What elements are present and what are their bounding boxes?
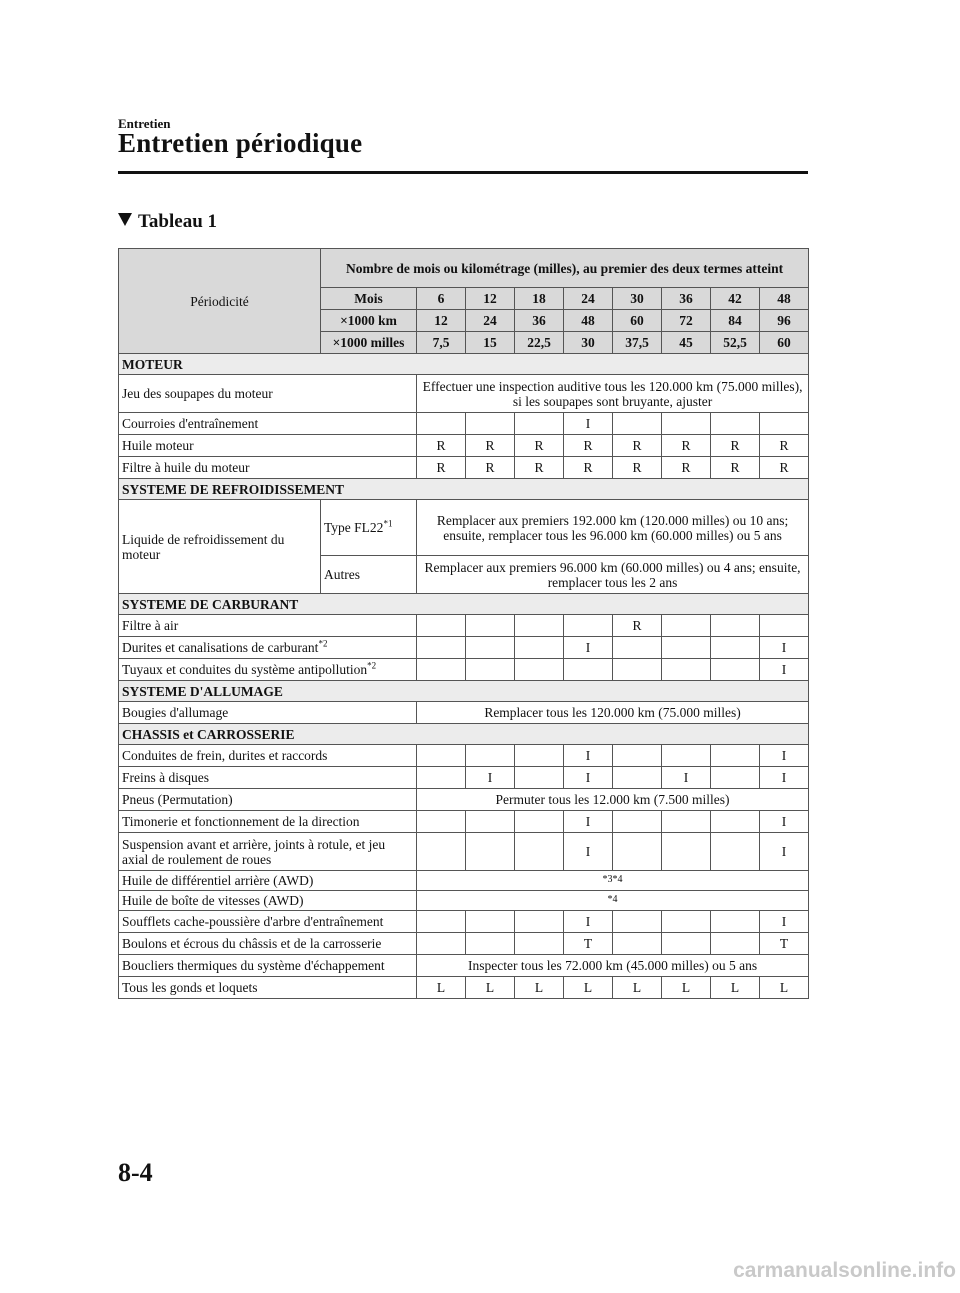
row-label-text: Tuyaux et conduites du système antipollution bbox=[122, 662, 368, 677]
schedule-cell bbox=[417, 637, 466, 659]
schedule-cell: R bbox=[417, 457, 466, 479]
title-rule bbox=[118, 171, 808, 174]
schedule-cell bbox=[417, 833, 466, 871]
schedule-cell: I bbox=[564, 833, 613, 871]
schedule-cell bbox=[466, 659, 515, 681]
row-instruction: Inspecter tous les 72.000 km (45.000 milles) ou 5 ans bbox=[417, 955, 809, 977]
table-row bbox=[119, 977, 809, 999]
schedule-cell bbox=[466, 637, 515, 659]
interval-value: 30 bbox=[613, 288, 662, 310]
schedule-cell bbox=[613, 745, 662, 767]
schedule-cell bbox=[760, 615, 809, 637]
schedule-cell bbox=[417, 659, 466, 681]
schedule-cell bbox=[466, 833, 515, 871]
interval-value: 24 bbox=[564, 288, 613, 310]
schedule-cell bbox=[564, 615, 613, 637]
schedule-cell bbox=[662, 811, 711, 833]
schedule-cell bbox=[515, 933, 564, 955]
schedule-cell bbox=[515, 615, 564, 637]
row-label: Huile de différentiel arrière (AWD) bbox=[119, 871, 417, 891]
triangle-down-icon bbox=[118, 213, 132, 226]
table-row bbox=[119, 500, 809, 556]
section-heading: MOTEUR bbox=[119, 354, 809, 375]
row-label: Tous les gonds et loquets bbox=[119, 977, 417, 999]
coolant-type-fl22 bbox=[321, 500, 417, 556]
schedule-cell bbox=[711, 615, 760, 637]
schedule-cell bbox=[417, 413, 466, 435]
interval-value: 72 bbox=[662, 310, 711, 332]
table-row bbox=[119, 637, 809, 659]
schedule-cell: R bbox=[466, 457, 515, 479]
row-instruction: *3*4 bbox=[417, 871, 809, 891]
page-title: Entretien périodique bbox=[118, 128, 363, 158]
schedule-cell: R bbox=[564, 435, 613, 457]
periodicity-label: Périodicité bbox=[119, 249, 321, 354]
schedule-cell: I bbox=[466, 767, 515, 789]
row-label: Conduites de frein, durites et raccords bbox=[119, 745, 417, 767]
interval-value: 7,5 bbox=[417, 332, 466, 354]
schedule-cell bbox=[417, 811, 466, 833]
row-label: Boulons et écrous du châssis et de la carrosserie bbox=[119, 933, 417, 955]
table-row bbox=[119, 615, 809, 637]
row-label: Suspension avant et arrière, joints à rotule, et jeu axial de roulement de roues bbox=[119, 833, 417, 871]
interval-value: 48 bbox=[564, 310, 613, 332]
section-heading: SYSTEME D'ALLUMAGE bbox=[119, 681, 809, 702]
schedule-cell bbox=[515, 413, 564, 435]
header-row bbox=[119, 249, 809, 288]
schedule-cell bbox=[760, 413, 809, 435]
schedule-cell: L bbox=[760, 977, 809, 999]
schedule-cell bbox=[515, 833, 564, 871]
schedule-cell bbox=[711, 637, 760, 659]
schedule-cell: R bbox=[417, 435, 466, 457]
table-row bbox=[119, 871, 809, 891]
intervals-title: Nombre de mois ou kilométrage (milles), au premier des deux termes atteint bbox=[321, 249, 809, 288]
schedule-cell bbox=[466, 745, 515, 767]
schedule-cell: I bbox=[662, 767, 711, 789]
watermark: carmanualsonline.info bbox=[733, 1259, 956, 1282]
schedule-cell: I bbox=[564, 811, 613, 833]
schedule-cell bbox=[417, 933, 466, 955]
table-row bbox=[119, 789, 809, 811]
row-instruction: Remplacer aux premiers 96.000 km (60.000 milles) ou 4 ans; ensuite, remplacer tous les 2 ans bbox=[417, 556, 809, 594]
schedule-cell: I bbox=[760, 833, 809, 871]
interval-value: 36 bbox=[662, 288, 711, 310]
footnote-ref: *1 bbox=[383, 518, 393, 529]
interval-label: Mois bbox=[321, 288, 417, 310]
schedule-cell bbox=[711, 745, 760, 767]
schedule-cell: R bbox=[613, 457, 662, 479]
table-row bbox=[119, 891, 809, 911]
table-row bbox=[119, 659, 809, 681]
footnote-ref: *2 bbox=[367, 660, 377, 671]
schedule-cell: I bbox=[760, 745, 809, 767]
interval-value: 42 bbox=[711, 288, 760, 310]
section-label: Entretien bbox=[118, 116, 171, 131]
table-row bbox=[119, 767, 809, 789]
row-label: Liquide de refroidissement du moteur bbox=[119, 500, 321, 594]
schedule-cell: I bbox=[564, 911, 613, 933]
row-label-text: Type FL22 bbox=[324, 520, 384, 535]
schedule-cell bbox=[613, 637, 662, 659]
schedule-cell bbox=[515, 911, 564, 933]
table-row bbox=[119, 413, 809, 435]
interval-value: 36 bbox=[515, 310, 564, 332]
interval-label: ×1000 km bbox=[321, 310, 417, 332]
schedule-cell bbox=[662, 745, 711, 767]
section-row bbox=[119, 681, 809, 702]
row-label: Huile moteur bbox=[119, 435, 417, 457]
schedule-cell: I bbox=[760, 767, 809, 789]
row-label: Freins à disques bbox=[119, 767, 417, 789]
schedule-cell: T bbox=[564, 933, 613, 955]
schedule-cell bbox=[466, 413, 515, 435]
row-instruction: Remplacer tous les 120.000 km (75.000 milles) bbox=[417, 702, 809, 724]
schedule-cell: R bbox=[711, 457, 760, 479]
table-row bbox=[119, 745, 809, 767]
row-label: Filtre à air bbox=[119, 615, 417, 637]
row-instruction: Permuter tous les 12.000 km (7.500 milles) bbox=[417, 789, 809, 811]
schedule-cell bbox=[662, 911, 711, 933]
schedule-cell: R bbox=[515, 435, 564, 457]
row-label: Boucliers thermiques du système d'échappement bbox=[119, 955, 417, 977]
interval-value: 15 bbox=[466, 332, 515, 354]
schedule-cell: I bbox=[760, 811, 809, 833]
interval-value: 96 bbox=[760, 310, 809, 332]
page-number: 8-4 bbox=[118, 1158, 153, 1187]
schedule-cell: I bbox=[564, 637, 613, 659]
interval-value: 30 bbox=[564, 332, 613, 354]
schedule-cell: L bbox=[613, 977, 662, 999]
schedule-cell bbox=[613, 659, 662, 681]
table-row bbox=[119, 375, 809, 413]
schedule-cell bbox=[711, 659, 760, 681]
schedule-cell bbox=[417, 615, 466, 637]
section-heading: SYSTEME DE CARBURANT bbox=[119, 594, 809, 615]
interval-value: 52,5 bbox=[711, 332, 760, 354]
row-label-text: Durites et canalisations de carburant bbox=[122, 640, 319, 655]
coolant-type-autres: Autres bbox=[321, 556, 417, 594]
interval-value: 22,5 bbox=[515, 332, 564, 354]
schedule-cell bbox=[515, 637, 564, 659]
schedule-cell bbox=[711, 811, 760, 833]
interval-value: 6 bbox=[417, 288, 466, 310]
row-label: Jeu des soupapes du moteur bbox=[119, 375, 417, 413]
schedule-cell: R bbox=[760, 435, 809, 457]
section-row bbox=[119, 724, 809, 745]
schedule-cell bbox=[662, 933, 711, 955]
interval-value: 84 bbox=[711, 310, 760, 332]
schedule-cell bbox=[662, 413, 711, 435]
schedule-cell bbox=[613, 767, 662, 789]
maintenance-table bbox=[118, 248, 809, 999]
schedule-cell bbox=[466, 911, 515, 933]
interval-value: 24 bbox=[466, 310, 515, 332]
interval-value: 12 bbox=[417, 310, 466, 332]
row-label bbox=[119, 637, 417, 659]
schedule-cell: I bbox=[760, 911, 809, 933]
schedule-cell: I bbox=[760, 659, 809, 681]
schedule-cell bbox=[662, 659, 711, 681]
schedule-cell: R bbox=[662, 457, 711, 479]
section-row bbox=[119, 354, 809, 375]
schedule-cell bbox=[613, 811, 662, 833]
schedule-cell bbox=[515, 745, 564, 767]
schedule-cell: R bbox=[564, 457, 613, 479]
section-heading: CHASSIS et CARROSSERIE bbox=[119, 724, 809, 745]
schedule-cell: R bbox=[613, 435, 662, 457]
schedule-cell: R bbox=[711, 435, 760, 457]
table-row bbox=[119, 702, 809, 724]
schedule-cell: I bbox=[760, 637, 809, 659]
table-row bbox=[119, 833, 809, 871]
interval-value: 60 bbox=[760, 332, 809, 354]
row-instruction: Effectuer une inspection auditive tous les 120.000 km (75.000 milles), si les soupapes sont bruyante, ajuster bbox=[417, 375, 809, 413]
row-label: Soufflets cache-poussière d'arbre d'entraînement bbox=[119, 911, 417, 933]
schedule-cell bbox=[417, 767, 466, 789]
schedule-cell bbox=[613, 413, 662, 435]
table-row bbox=[119, 955, 809, 977]
interval-value: 45 bbox=[662, 332, 711, 354]
row-label: Courroies d'entraînement bbox=[119, 413, 417, 435]
section-row bbox=[119, 479, 809, 500]
schedule-cell bbox=[515, 659, 564, 681]
row-instruction: Remplacer aux premiers 192.000 km (120.000 milles) ou 10 ans; ensuite, remplacer tous les 96.000 km (60.000 milles) ou 5 ans bbox=[417, 500, 809, 556]
schedule-cell bbox=[466, 615, 515, 637]
section-row bbox=[119, 594, 809, 615]
schedule-cell: R bbox=[515, 457, 564, 479]
schedule-cell: I bbox=[564, 745, 613, 767]
schedule-cell: R bbox=[662, 435, 711, 457]
schedule-cell bbox=[417, 911, 466, 933]
schedule-cell bbox=[711, 933, 760, 955]
schedule-cell bbox=[417, 745, 466, 767]
row-label bbox=[119, 659, 417, 681]
section-heading: SYSTEME DE REFROIDISSEMENT bbox=[119, 479, 809, 500]
row-label: Timonerie et fonctionnement de la direction bbox=[119, 811, 417, 833]
schedule-cell: R bbox=[760, 457, 809, 479]
schedule-cell: L bbox=[466, 977, 515, 999]
schedule-cell: L bbox=[515, 977, 564, 999]
schedule-cell: T bbox=[760, 933, 809, 955]
table-heading-text: Tableau 1 bbox=[138, 211, 218, 232]
schedule-cell: I bbox=[564, 413, 613, 435]
row-label: Huile de boîte de vitesses (AWD) bbox=[119, 891, 417, 911]
schedule-cell: L bbox=[417, 977, 466, 999]
schedule-cell bbox=[613, 833, 662, 871]
schedule-cell: L bbox=[662, 977, 711, 999]
schedule-cell: L bbox=[564, 977, 613, 999]
schedule-cell bbox=[515, 811, 564, 833]
schedule-cell bbox=[466, 933, 515, 955]
schedule-cell bbox=[662, 833, 711, 871]
schedule-cell bbox=[515, 767, 564, 789]
interval-value: 18 bbox=[515, 288, 564, 310]
interval-value: 37,5 bbox=[613, 332, 662, 354]
interval-value: 12 bbox=[466, 288, 515, 310]
schedule-cell: I bbox=[564, 767, 613, 789]
table-row bbox=[119, 933, 809, 955]
table-row bbox=[119, 811, 809, 833]
table-row bbox=[119, 435, 809, 457]
row-label: Pneus (Permutation) bbox=[119, 789, 417, 811]
table-row bbox=[119, 457, 809, 479]
schedule-cell bbox=[662, 615, 711, 637]
interval-value: 60 bbox=[613, 310, 662, 332]
schedule-cell bbox=[711, 911, 760, 933]
schedule-cell: R bbox=[466, 435, 515, 457]
footnote-ref: *2 bbox=[318, 638, 328, 649]
interval-label: ×1000 milles bbox=[321, 332, 417, 354]
schedule-cell bbox=[711, 833, 760, 871]
schedule-cell bbox=[711, 767, 760, 789]
row-label: Filtre à huile du moteur bbox=[119, 457, 417, 479]
schedule-cell: L bbox=[711, 977, 760, 999]
schedule-cell bbox=[564, 659, 613, 681]
schedule-cell: R bbox=[613, 615, 662, 637]
schedule-cell bbox=[613, 911, 662, 933]
schedule-cell bbox=[613, 933, 662, 955]
table-heading bbox=[118, 211, 217, 233]
schedule-cell bbox=[466, 811, 515, 833]
schedule-cell bbox=[662, 637, 711, 659]
row-instruction: *4 bbox=[417, 891, 809, 911]
row-label: Bougies d'allumage bbox=[119, 702, 417, 724]
schedule-cell bbox=[711, 413, 760, 435]
table-row bbox=[119, 911, 809, 933]
interval-value: 48 bbox=[760, 288, 809, 310]
